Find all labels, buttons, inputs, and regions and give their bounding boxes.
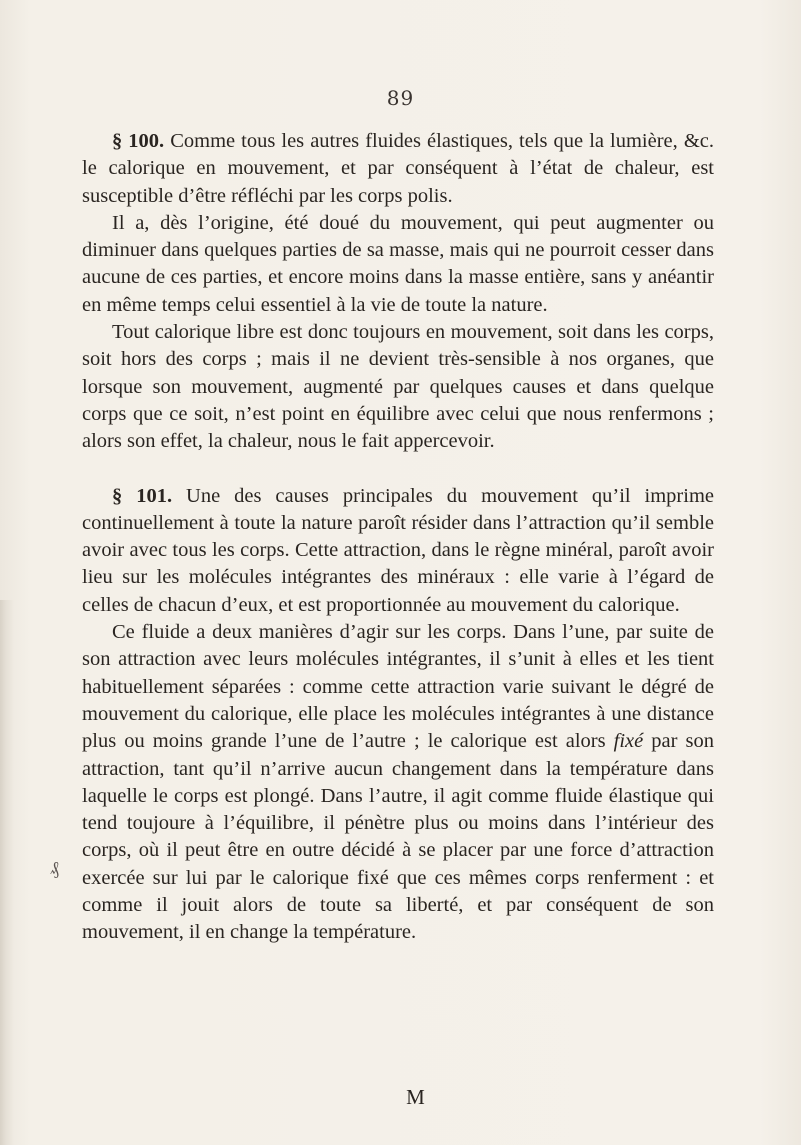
- page-number: 89: [386, 86, 415, 110]
- paragraph-text: Il a, dès l’origine, été doué du mouvement, qui peut augmenter ou diminuer dans quelques parties de sa masse, mais qui ne pourroit cesser dans aucune de ces parties, et encore moins dans la masse entière, sans y anéantir en même temps celui essentiel à la vie de toute la nature.: [82, 211, 714, 316]
- body-text: [82, 128, 714, 947]
- paragraph-100: [82, 128, 714, 210]
- section-marker: § 100.: [112, 130, 165, 152]
- paragraph-text: Ce fluide a deux manières d’agir sur les corps. Dans l’une, par suite de son attraction avec leurs molécules intégrantes, il s’unit à elles et les tient habituellement séparées : comme cette attraction varie suivant le dégré de mouvement du calorique, elle place les molécules intégrantes à une distance plus ou moins grande l’une de l’autre ; le calorique est alors: [82, 621, 714, 753]
- signature-mark: M: [406, 1085, 425, 1109]
- italic-word: fixé: [613, 730, 644, 753]
- paragraph-text: Tout calorique libre est donc toujours en mouvement, soit dans les corps, soit hors des corps ; mais il ne devient très-sensible à nos organes, que lorsque son mouvement, augmenté par quelques causes et dans quelque corps que ce soit, n’est point en équilibre avec celui que nous renfermons ; alors son effet, la chaleur, nous le fait appercevoir.: [82, 321, 714, 453]
- paragraph-text: par son attraction, tant qu’il n’arrive aucun changement dans la température dans laquelle le corps est plongé. Dans l’autre, il agit comme fluide élastique qui tend toujoure à l’équilibre, il pénètre plus ou moins dans l’intérieur des corps, où il peut être en outre décidé à se placer par une force d’attraction exercée sur lui par le calorique fixé que ces mêmes corps renferment : et comme il jouit alors de toute sa liberté, et par conséquent de son mouvement, il en change la température.: [82, 730, 715, 944]
- section-marker: § 101.: [112, 484, 173, 507]
- paragraph: [82, 619, 714, 947]
- paragraph-text: Une des causes principales du mouvement qu’il imprime continuellement à toute la nature paroît résider dans l’attraction qu’il semble avoir avec tous les corps. Cette attraction, dans le règne minéral, paroît avoir lieu sur les molécules intégrantes des minéraux : elle varie à l’égard de celles de chacun d’eux, et est proportionnée au mouvement du calorique.: [82, 484, 714, 616]
- paragraph: [82, 210, 714, 319]
- paragraph-text: Comme tous les autres fluides élastiques, tels que la lumière, &c. le calorique en mouvement, et par conséquent à l’état de chaleur, est susceptible d’être réfléchi par les corps polis.: [82, 130, 714, 207]
- margin-mark: ₰: [50, 858, 59, 878]
- paragraph: [82, 319, 714, 455]
- paragraph-101: [82, 483, 714, 619]
- binding-shadow: [0, 600, 14, 1145]
